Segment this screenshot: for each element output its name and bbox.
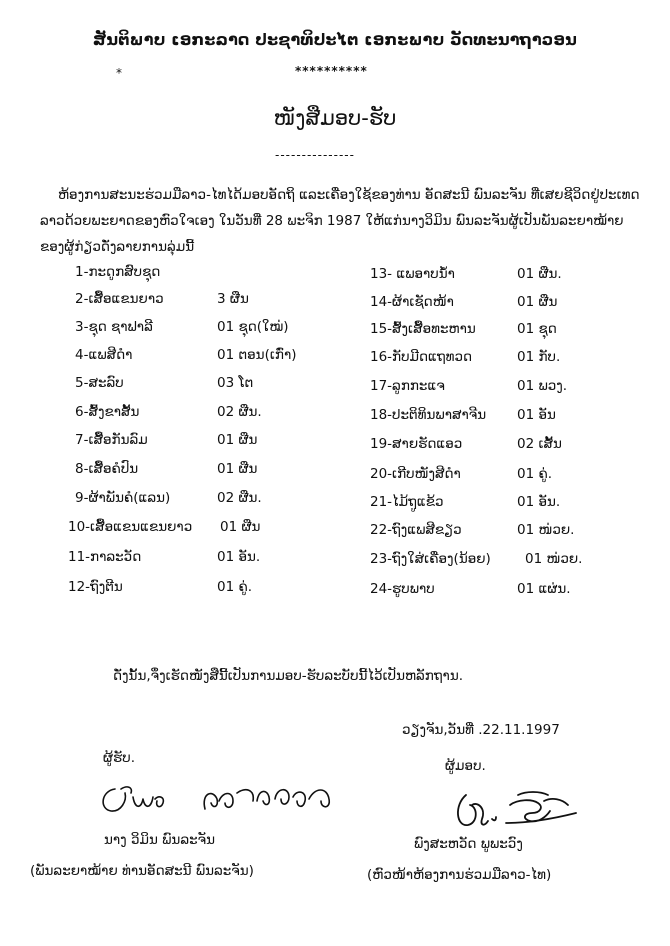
header-stars: ********** [295,64,368,78]
giver-name: ພົງສະຫວັດ ພູພະວົງ [414,836,523,852]
place-and-date: ວຽງຈັນ,ວັນທີ່ .22.11.1997 [402,722,560,738]
header-asterisk: * [116,66,122,80]
item-name: 17-ລູກກະແຈ [370,378,445,394]
item-qty: 01 ຊຸດ(ໃໝ່) [217,319,289,335]
item-name: 8-ເສື້ອຄໍປົນ [75,461,139,477]
item-qty: 01 ແຜ່ນ. [517,581,571,597]
item-qty: 01 ອັນ. [517,494,561,510]
closing-statement: ດັ່ງນັ້ນ,ຈຶ່ງເຮັດໜັງສືນີ້ເປັນການມອບ-ຮັບລະບັບນີ້ໄວ້ເປັນຫລັກຖານ. [113,668,463,684]
item-name: 21-ໄມ້ຖູແຂ້ວ [370,494,444,510]
item-qty: 01 ອັນ [517,407,556,423]
item-qty: 02 ຜືນ. [217,404,262,420]
item-name: 3-ຊຸດ ຊາຟາລີ [75,319,153,335]
giver-role: (ຫົວໜ້າຫ້ອງການຮ່ວມມືລາວ-ໄທ) [367,867,552,883]
item-qty: 02 ເສັ້ນ [517,436,562,452]
item-name: 1-ກະດູກສົບຊຸດ [75,264,161,280]
item-name: 10-ເສື້ອແຂນແຂນຍາວ [68,519,193,535]
item-name: 4-ແພສີດໍາ [75,347,133,363]
item-qty: 01 ຄູ່. [217,579,253,595]
document-title: ໜັງສືມອບ-ຮັບ [273,106,397,130]
item-qty: 01 ຜືນ [517,294,558,310]
giver-signature [448,783,588,838]
item-qty: 01 ໜ່ວຍ. [525,551,583,567]
document-header: ສັນຕິພາບ ເອກະລາດ ປະຊາທິປະໄຕ ເອກະພາບ ວັດທະນາຖາວອນ [92,30,578,49]
item-name: 5-ສະລົບ [75,375,124,391]
item-qty: 01 ຊຸດ [517,321,557,337]
item-qty: 01 ກັບ. [517,349,561,365]
item-qty: 02 ຜືນ. [217,490,262,506]
item-qty: 01 ຄູ່. [517,466,553,482]
item-name: 2-ເສື້ອແຂນຍາວ [75,291,164,307]
item-name: 24-ຮູບພາບ [370,581,435,597]
item-qty: 01 ອັນ. [217,549,261,565]
item-name: 12-ຖົງຕີນ [68,579,123,595]
item-name: 22-ຖົງແພສີຂຽວ [370,522,462,538]
giver-label: ຜູ້ມອບ. [445,758,486,774]
item-name: 13- ແພອາບນໍ້າ [370,266,455,282]
item-name: 7-ເສື້ອກັນລົມ [75,432,148,448]
item-qty: 3 ຜືນ [217,291,249,307]
receiver-role: (ພັນລະຍາໝ້າຍ ທ່ານອັດສະນີ ພົນລະຈັນ) [30,863,254,879]
item-qty: 01 ຜືນ [220,519,261,535]
item-name: 6-ສົ້ງຂາສັ້ນ [75,404,140,420]
item-qty: 01 ຜືນ [217,432,258,448]
item-qty: 01 ໜ່ວຍ. [517,522,575,538]
intro-paragraph-text: ຫ້ອງການສະນະຮ່ວມມືລາວ-ໄທໄດ້ມອບອັດຖິ ແລະເຄື່ອງໃຊ້ຂອງທ່ານ ອັດສະນີ ພົນລະຈັນ ທີ່ເສຍຊີວິດຢູ່ປະເທດລາວດ້ວຍພະຍາດຂອງຫົວໃຈເອງ ໃນວັນທີ່ 28 ພະຈິກ 1987 ໃຫ້ແກ່ນາງວິມິນ ພົນລະຈັນຜູ້ເປັນພັນລະຍາໝ້າຍ ຂອງຜູ້ກ່ຽວດັ່ງລາຍການລຸ່ມນີ້ [40,187,640,255]
item-name: 20-ເກີບໜັງສີດໍາ [370,466,461,482]
item-qty: 01 ຜືນ [217,461,258,477]
item-name: 11-ກາລະວັດ [68,549,142,565]
item-name: 19-ສາຍຮັດແອວ [370,436,463,452]
receiver-signature [93,775,353,825]
item-name: 14-ຜ້າເຊັດໜ້າ [370,294,454,310]
receiver-name: ນາງ ວິມິນ ພົນລະຈັນ [104,832,215,848]
item-name: 9-ຜ້າພັນຄໍ(ແລນ) [75,490,171,506]
item-name: 18-ປະຕິທິນພາສາຈີນ [370,407,487,423]
item-name: 16-ກັບມີດແຖທວດ [370,349,473,365]
item-name: 15-ສົ້ງເສື້ອທະຫານ [370,321,476,337]
item-qty: 03 ໂຕ [217,375,254,391]
item-name: 23-ຖົງໃສ່ເຄື່ອງ(ນ້ອຍ) [370,551,491,567]
item-qty: 01 ຜືນ. [517,266,562,282]
title-underline: --------------- [275,148,355,162]
receiver-label: ຜູ້ຮັບ. [103,750,136,766]
item-qty: 01 ພວງ. [517,378,568,394]
intro-paragraph [40,182,650,260]
item-qty: 01 ຕອນ(ເກົ່າ) [217,347,297,363]
